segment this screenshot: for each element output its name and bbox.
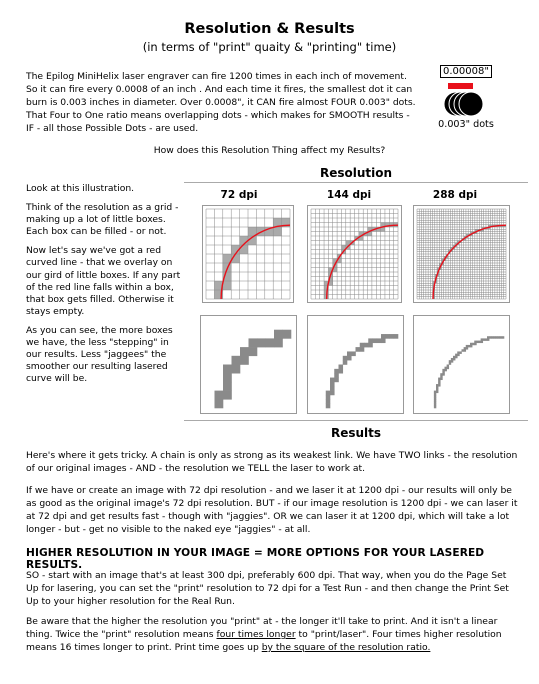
sidebar-paragraph: Look at this illustration. (26, 183, 135, 194)
result-cell (436, 386, 438, 388)
result-cell (487, 338, 489, 340)
dot-diameter-label: 0.003" dots (438, 119, 494, 130)
result-cell (436, 384, 438, 386)
sidebar-paragraph: Think of the resolution as a grid - making up a lot of little boxes. Each box can be filled - or not. (26, 202, 179, 238)
result-cell (274, 330, 283, 339)
resolution-heading: Resolution (319, 166, 393, 180)
body-paragraph-2: If we have or create an image with 72 dpi resolution - and we laser it at 1200 dpi - our results will only be as good as the original image's 72 dpi resolution. BUT - if our image resolution is 1200 dpi - we can laser it at 72 dpi and get results fast - though with "jaggies". OR we can laser it at 1200 dpi, which will take a lot longer - but - get no visible to the naked eye "jaggies" - at all. (26, 485, 518, 536)
result-cell (334, 378, 339, 383)
grid-144dpi (308, 206, 401, 302)
body-paragraph-1: Here's where it gets tricky. A chain is only as strong as its weakest link. We have TWO links - the resolution of our original images - AND - the resolution we TELL the laser to work at. (26, 450, 518, 475)
result-cell (462, 349, 464, 351)
sidebar-paragraph: Now let's say we've got a red curved line - that we overlay on our gird of little boxes. If any part of the red line falls within a box, that box gets filled. Otherwise it stays empty. (26, 245, 181, 317)
result-cell (223, 373, 232, 382)
result-cell (360, 343, 365, 348)
result-cell (223, 365, 232, 374)
result-cell (457, 354, 459, 356)
result-cell (491, 336, 493, 338)
result-cell (368, 338, 373, 343)
dot-spacing-label: 0.00008" (440, 65, 492, 78)
result-cell (483, 338, 485, 340)
result-cell (240, 347, 249, 356)
result-cell (455, 354, 457, 356)
results-heading: Results (330, 426, 382, 440)
result-cell (502, 336, 504, 338)
result-cell (434, 393, 436, 395)
dot-size-figure (424, 66, 508, 136)
underlined-phrase: four times longer (216, 629, 296, 641)
result-cell (385, 334, 390, 339)
result-cell (438, 384, 440, 386)
sidebar-paragraph: As you can see, the more boxes we have, the less "stepping" in our results. Less "jaggees" the smoother our resulting lasered curve will be. (26, 324, 173, 385)
result-cell (390, 334, 395, 339)
result-cell (377, 338, 382, 343)
overlapping-dots-icon (442, 90, 492, 118)
result-cell (356, 347, 361, 352)
result-cell (442, 369, 444, 371)
result-cell (249, 347, 258, 356)
result-cell (447, 367, 449, 369)
result-cell (445, 367, 447, 369)
result-cell (438, 382, 440, 384)
result-cell (455, 356, 457, 358)
result-cell (453, 356, 455, 358)
result-cell (343, 356, 348, 361)
result-cell (347, 356, 352, 361)
intro-paragraph: The Epilog MiniHelix laser engraver can fire 1200 times in each inch of movement. So it can fire every 0.0008 of an inch . And each time it fires, the smallest dot it can burn is 0.003 inches in diameter. Over 0.0008", it CAN fire almost FOUR 0.003" dots. That Four to One ratio means overlapping dots - which makes for SMOOTH results - IF - all those Possible Dots - are used. (26, 71, 416, 135)
result-cell (459, 351, 461, 353)
result-cell (434, 397, 436, 399)
result-cell (442, 373, 444, 375)
result-cell (326, 391, 331, 396)
result-cell (438, 380, 440, 382)
result-cell (489, 336, 491, 338)
result-cell (373, 338, 378, 343)
result-cell (434, 401, 436, 403)
result-cell (466, 347, 468, 349)
result-cell (394, 334, 399, 339)
result-cell (464, 349, 466, 351)
result-cell (347, 351, 352, 356)
result-cell (474, 343, 476, 345)
result-cell (266, 338, 275, 347)
result-cell (223, 382, 232, 391)
result-cell (487, 336, 489, 338)
result-cell (434, 399, 436, 401)
result-cell (449, 360, 451, 362)
grid-72dpi (203, 206, 293, 302)
result-cell (496, 336, 498, 338)
result-cell (240, 356, 249, 365)
result-cell (223, 391, 232, 400)
result-cell (360, 347, 365, 352)
result-cell (498, 336, 500, 338)
result-cell (330, 378, 335, 383)
result-cell (445, 369, 447, 371)
result-cell (330, 391, 335, 396)
result-144dpi (308, 316, 403, 413)
sidebar-text (26, 183, 184, 392)
filled-cell (273, 227, 281, 236)
result-cell (364, 343, 369, 348)
result-cell (442, 371, 444, 373)
result-cell (232, 356, 241, 365)
dpi-label-288: 288 dpi (432, 189, 478, 201)
result-cell (434, 391, 436, 393)
result-cell (470, 345, 472, 347)
result-cell (493, 336, 495, 338)
result-cell (476, 341, 478, 343)
result-cell (368, 343, 373, 348)
result-cell (232, 365, 241, 374)
result-cell (481, 338, 483, 340)
dpi-label-72: 72 dpi (220, 189, 258, 201)
result-cell (440, 378, 442, 380)
result-cell (326, 395, 331, 400)
result-cell (434, 395, 436, 397)
page-title: Resolution & Results (184, 21, 355, 37)
result-cell (330, 386, 335, 391)
result-cell (215, 391, 224, 400)
dpi-label-144: 144 dpi (326, 189, 372, 201)
result-cell (249, 338, 258, 347)
body-paragraph-3: SO - start with an image that's at least 300 dpi, preferably 600 dpi. That way, when you do the Page Set Up for lasering, you can set the "print" resolution to 72 dpi for a Test Run - and then change the Print Set Up to your higher resolution for the Real Run. (26, 570, 509, 608)
result-cell (381, 338, 386, 343)
result-cell (451, 358, 453, 360)
result-cell (457, 351, 459, 353)
result-cell (464, 347, 466, 349)
filled-cell (223, 281, 231, 290)
result-cell (434, 406, 436, 408)
result-cell (451, 360, 453, 362)
result-72dpi (201, 316, 296, 413)
result-cell (474, 341, 476, 343)
result-cell (449, 362, 451, 364)
result-cell (485, 338, 487, 340)
result-cell (466, 345, 468, 347)
result-cell (283, 330, 292, 339)
result-cell (339, 365, 344, 370)
body-paragraph-4: Be aware that the higher the resolution you "print" at - the longer it'll take to print. And it isn't a linear thing. Twice the "print" resolution means four times longer to "print/laser". Four times higher resolution means 16 times longer to print. Print time goes up by the square of the resolution ratio. (26, 616, 502, 654)
result-cell (274, 338, 283, 347)
result-cell (339, 369, 344, 374)
result-cell (470, 343, 472, 345)
result-cell (351, 351, 356, 356)
result-cell (453, 358, 455, 360)
result-288dpi (414, 316, 509, 413)
result-cell (381, 334, 386, 339)
result-cell (326, 404, 331, 409)
result-cell (334, 369, 339, 374)
result-cell (472, 343, 474, 345)
result-cell (215, 399, 224, 408)
illustration-bottom-rule (184, 420, 528, 421)
result-cell (334, 373, 339, 378)
grid-288dpi (414, 206, 509, 302)
result-cell (257, 338, 266, 347)
underlined-phrase: by the square of the resolution ratio. (261, 642, 431, 654)
page-subtitle: (in terms of "print" quaity & "printing" time) (142, 40, 397, 54)
result-cell (436, 388, 438, 390)
result-cell (479, 341, 481, 343)
result-cell (440, 373, 442, 375)
result-cell (500, 336, 502, 338)
result-cell (326, 399, 331, 404)
result-cell (436, 391, 438, 393)
result-cell (447, 365, 449, 367)
result-cell (468, 345, 470, 347)
key-point-heading: HIGHER RESOLUTION IN YOUR IMAGE = MORE OPTIONS FOR YOUR LASERED RESULTS. (26, 547, 485, 571)
result-cell (343, 360, 348, 365)
result-cell (440, 375, 442, 377)
dot-spacing-bar (448, 83, 473, 89)
question-line: How does this Resolution Thing affect my Results? (153, 145, 386, 156)
result-cell (330, 382, 335, 387)
result-cell (481, 341, 483, 343)
result-cell (438, 378, 440, 380)
illustration-top-rule (184, 182, 528, 183)
result-cell (434, 404, 436, 406)
